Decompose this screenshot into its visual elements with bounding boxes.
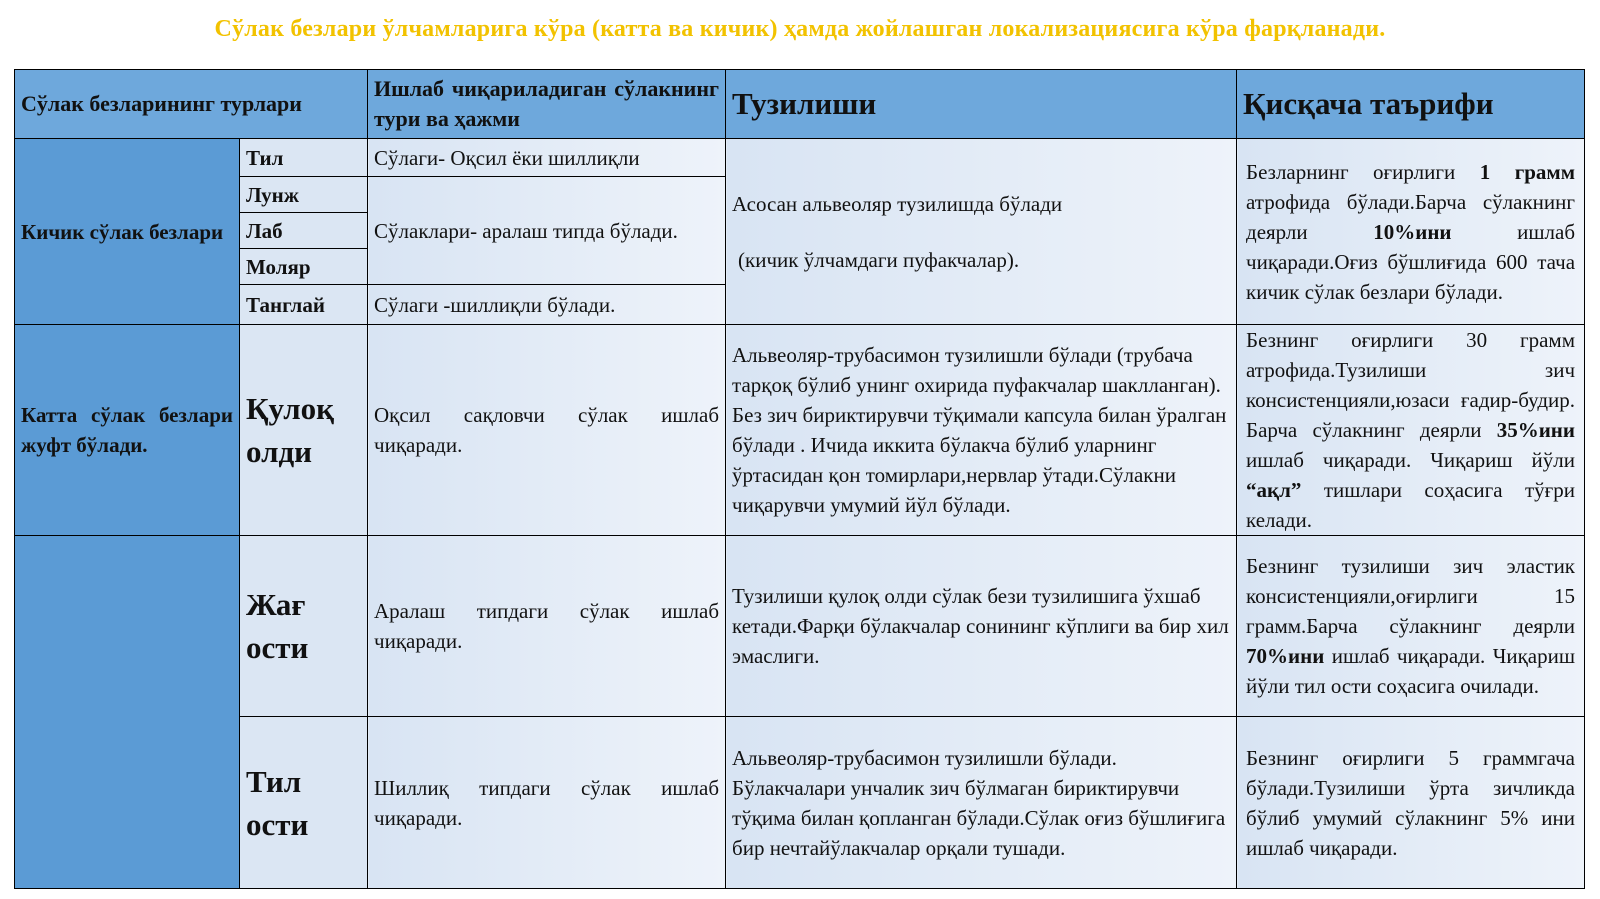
table-row [15,325,1585,536]
table-row [15,139,1585,177]
secretion-parotid: Оқсил сақловчи сўлак ишлаб чиқаради. [368,325,726,536]
secretion-palate: Сўлаги -шиллиқли бўлади. [368,285,726,325]
percent-highlight: 10%ини [1373,219,1452,244]
structure-submandibular: Тузилиши қулоқ олди сўлак бези тузилишига ўхшаб кетади.Фарқи бўлакчалар сонининг кўплиги ва бир хил эмаслиги. [726,536,1237,717]
gland-palate: Танглай [240,285,368,325]
secretion-tongue: Сўлаги- Оқсил ёки шиллиқли [368,139,726,177]
table-header-row [15,70,1585,139]
gland-lip: Лаб [240,213,368,249]
table-row [15,536,1585,717]
header-saliva-type: Ишлаб чиқариладиган сўлакнинг тури ва ҳажми [368,70,726,139]
secretion-sublingual: Шиллиқ типдаги сўлак ишлаб чиқаради. [368,717,726,889]
secretion-submandibular: Аралаш типдаги сўлак ишлаб чиқаради. [368,536,726,717]
header-structure: Тузилиши [726,70,1237,139]
description-parotid: Безнинг оғирлиги 30 грамм атрофида.Тузилиши зич консистенцияли,юзаси ғадир-будир. Барча сўлакнинг деярли 35%ини ишлаб чиқаради. Чиқариш йўли “ақл” тишлари соҳасига тўғри келади. [1237,325,1585,536]
group-large-continuation [15,536,240,889]
salivary-glands-table [14,69,1585,889]
secretion-mixed: Сўлаклари- аралаш типда бўлади. [368,177,726,285]
gland-submandibular: Жағ ости [240,536,368,717]
gland-molar: Моляр [240,249,368,285]
gland-parotid: Қулоқ олди [240,325,368,536]
description-sublingual: Безнинг оғирлиги 5 граммгача бўлади.Тузилиши ўрта зичликда бўлиб умумий сўлакнинг 5% ини ишлаб чиқаради. [1237,717,1585,889]
structure-small-line1: Асосан альвеоляр тузилишда бўлади [732,191,1063,216]
structure-small-line2: (кичик ўлчамдаги пуфакчалар). [738,247,1020,272]
slide-title: Сўлак безлари ўлчамларига кўра (катта ва кичик) ҳамда жойлашган локализациясига кўра фарқланади. [214,16,1386,42]
group-large-glands: Катта сўлак безлари жуфт бўлади. [15,325,240,536]
header-gland-types: Сўлак безларининг турлари [15,70,368,139]
gland-sublingual: Тил ости [240,717,368,889]
header-description: Қисқача таърифи [1237,70,1585,139]
structure-small-glands [726,139,1237,325]
percent-highlight: 70%ини [1246,644,1325,668]
description-small-glands: Безларнинг оғирлиги 1 грамм атрофида бўлади.Барча сўлакнинг деярли 10%ини ишлаб чиқаради.Оғиз бўшлиғида 600 тача кичик сўлак безлари бўлади. [1237,139,1585,325]
gland-cheek: Лунж [240,177,368,213]
structure-parotid: Альвеоляр-трубасимон тузилишли бўлади (трубача тарқоқ бўлиб унинг охирида пуфакчалар шаклланган). Без зич бириктирувчи тўқимали капсула билан ўралган бўлади . Ичида иккита бўлакча бўлиб уларнинг ўртасидан қон томирлари,нервлар ўтади.Сўлакни чиқарувчи умумий йўл бўлади. [726,325,1237,536]
wisdom-teeth-highlight: “ақл” [1246,478,1302,502]
group-small-glands: Кичик сўлак безлари [15,139,240,325]
description-submandibular: Безнинг тузилиши зич эластик консистенцияли,оғирлиги 15 грамм.Барча сўлакнинг деярли 70%ини ишлаб чиқаради. Чиқариш йўли тил ости соҳасига очилади. [1237,536,1585,717]
table-row [15,717,1585,889]
gland-tongue: Тил [240,139,368,177]
weight-highlight: 1 грамм [1479,159,1576,184]
percent-highlight: 35%ини [1496,418,1576,442]
structure-sublingual: Альвеоляр-трубасимон тузилишли бўлади. Бўлакчалари унчалик зич бўлмаган бириктирувчи тўқима билан қопланган бўлади.Сўлак оғиз бўшлиғига бир нечтайўлакчалар орқали тушади. [726,717,1237,889]
